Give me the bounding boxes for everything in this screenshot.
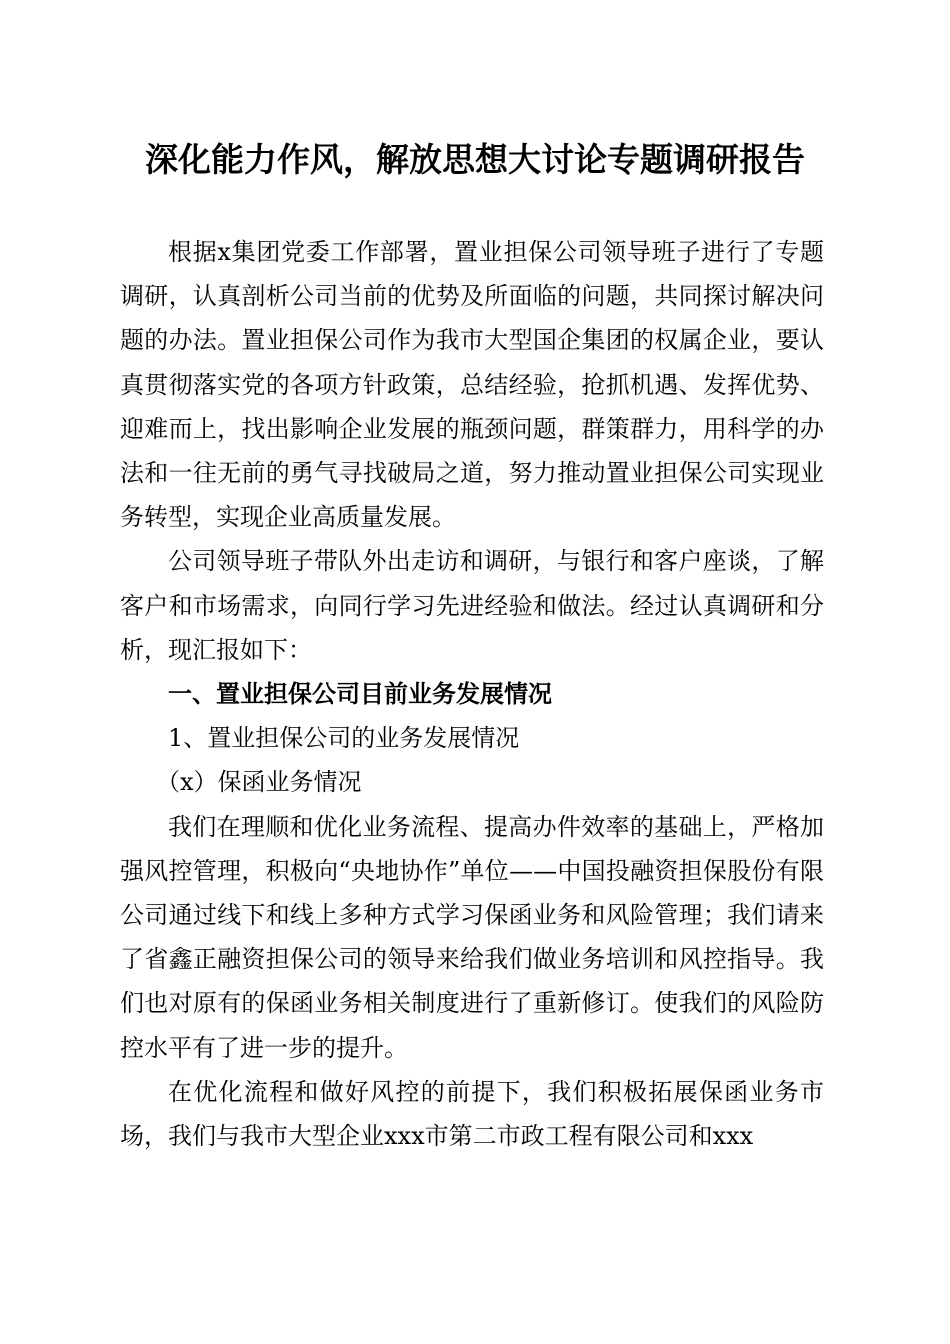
paragraph-intro: 根据x集团党委工作部署，置业担保公司领导班子进行了专题调研，认真剖析公司当前的优势及所面临的问题，共同探讨解决问题的办法。置业担保公司作为我市大型国企集团的权属企业，要认真贯彻落实党的各项方针政策，总结经验，抢抓机遇、发挥优势、迎难而上，找出影响企业发展的瓶颈问题，群策群力，用科学的办法和一往无前的勇气寻找破局之道，努力推动置业担保公司实现业务转型，实现企业高质量发展。	[120, 238, 824, 532]
paragraph-guarantee-risk: 我们在理顺和优化业务流程、提高办件效率的基础上，严格加强风控管理，积极向“央地协作”单位——中国投融资担保股份有限公司通过线下和线上多种方式学习保函业务和风险管理；我们请来了省鑫正融资担保公司的领导来给我们做业务培训和风控指导。我们也对原有的保函业务相关制度进行了重新修订。使我们的风险防控水平有了进一步的提升。	[120, 812, 824, 1062]
document-title: 深化能力作风，解放思想大讨论专题调研报告	[145, 140, 805, 179]
subsection-heading: 1、置业担保公司的业务发展情况	[168, 724, 520, 753]
sub-subsection-heading: （x）保函业务情况	[156, 768, 362, 797]
document-body	[120, 230, 824, 1158]
paragraph-survey: 公司领导班子带队外出走访和调研，与银行和客户座谈，了解客户和市场需求，向同行学习先进经验和做法。经过认真调研和分析，现汇报如下：	[120, 547, 824, 664]
section-heading: 一、置业担保公司目前业务发展情况	[168, 680, 552, 709]
paragraph-guarantee-market: 在优化流程和做好风控的前提下，我们积极拓展保函业务市场，我们与我市大型企业xxx市第二市政工程有限公司和xxx	[120, 1077, 824, 1151]
